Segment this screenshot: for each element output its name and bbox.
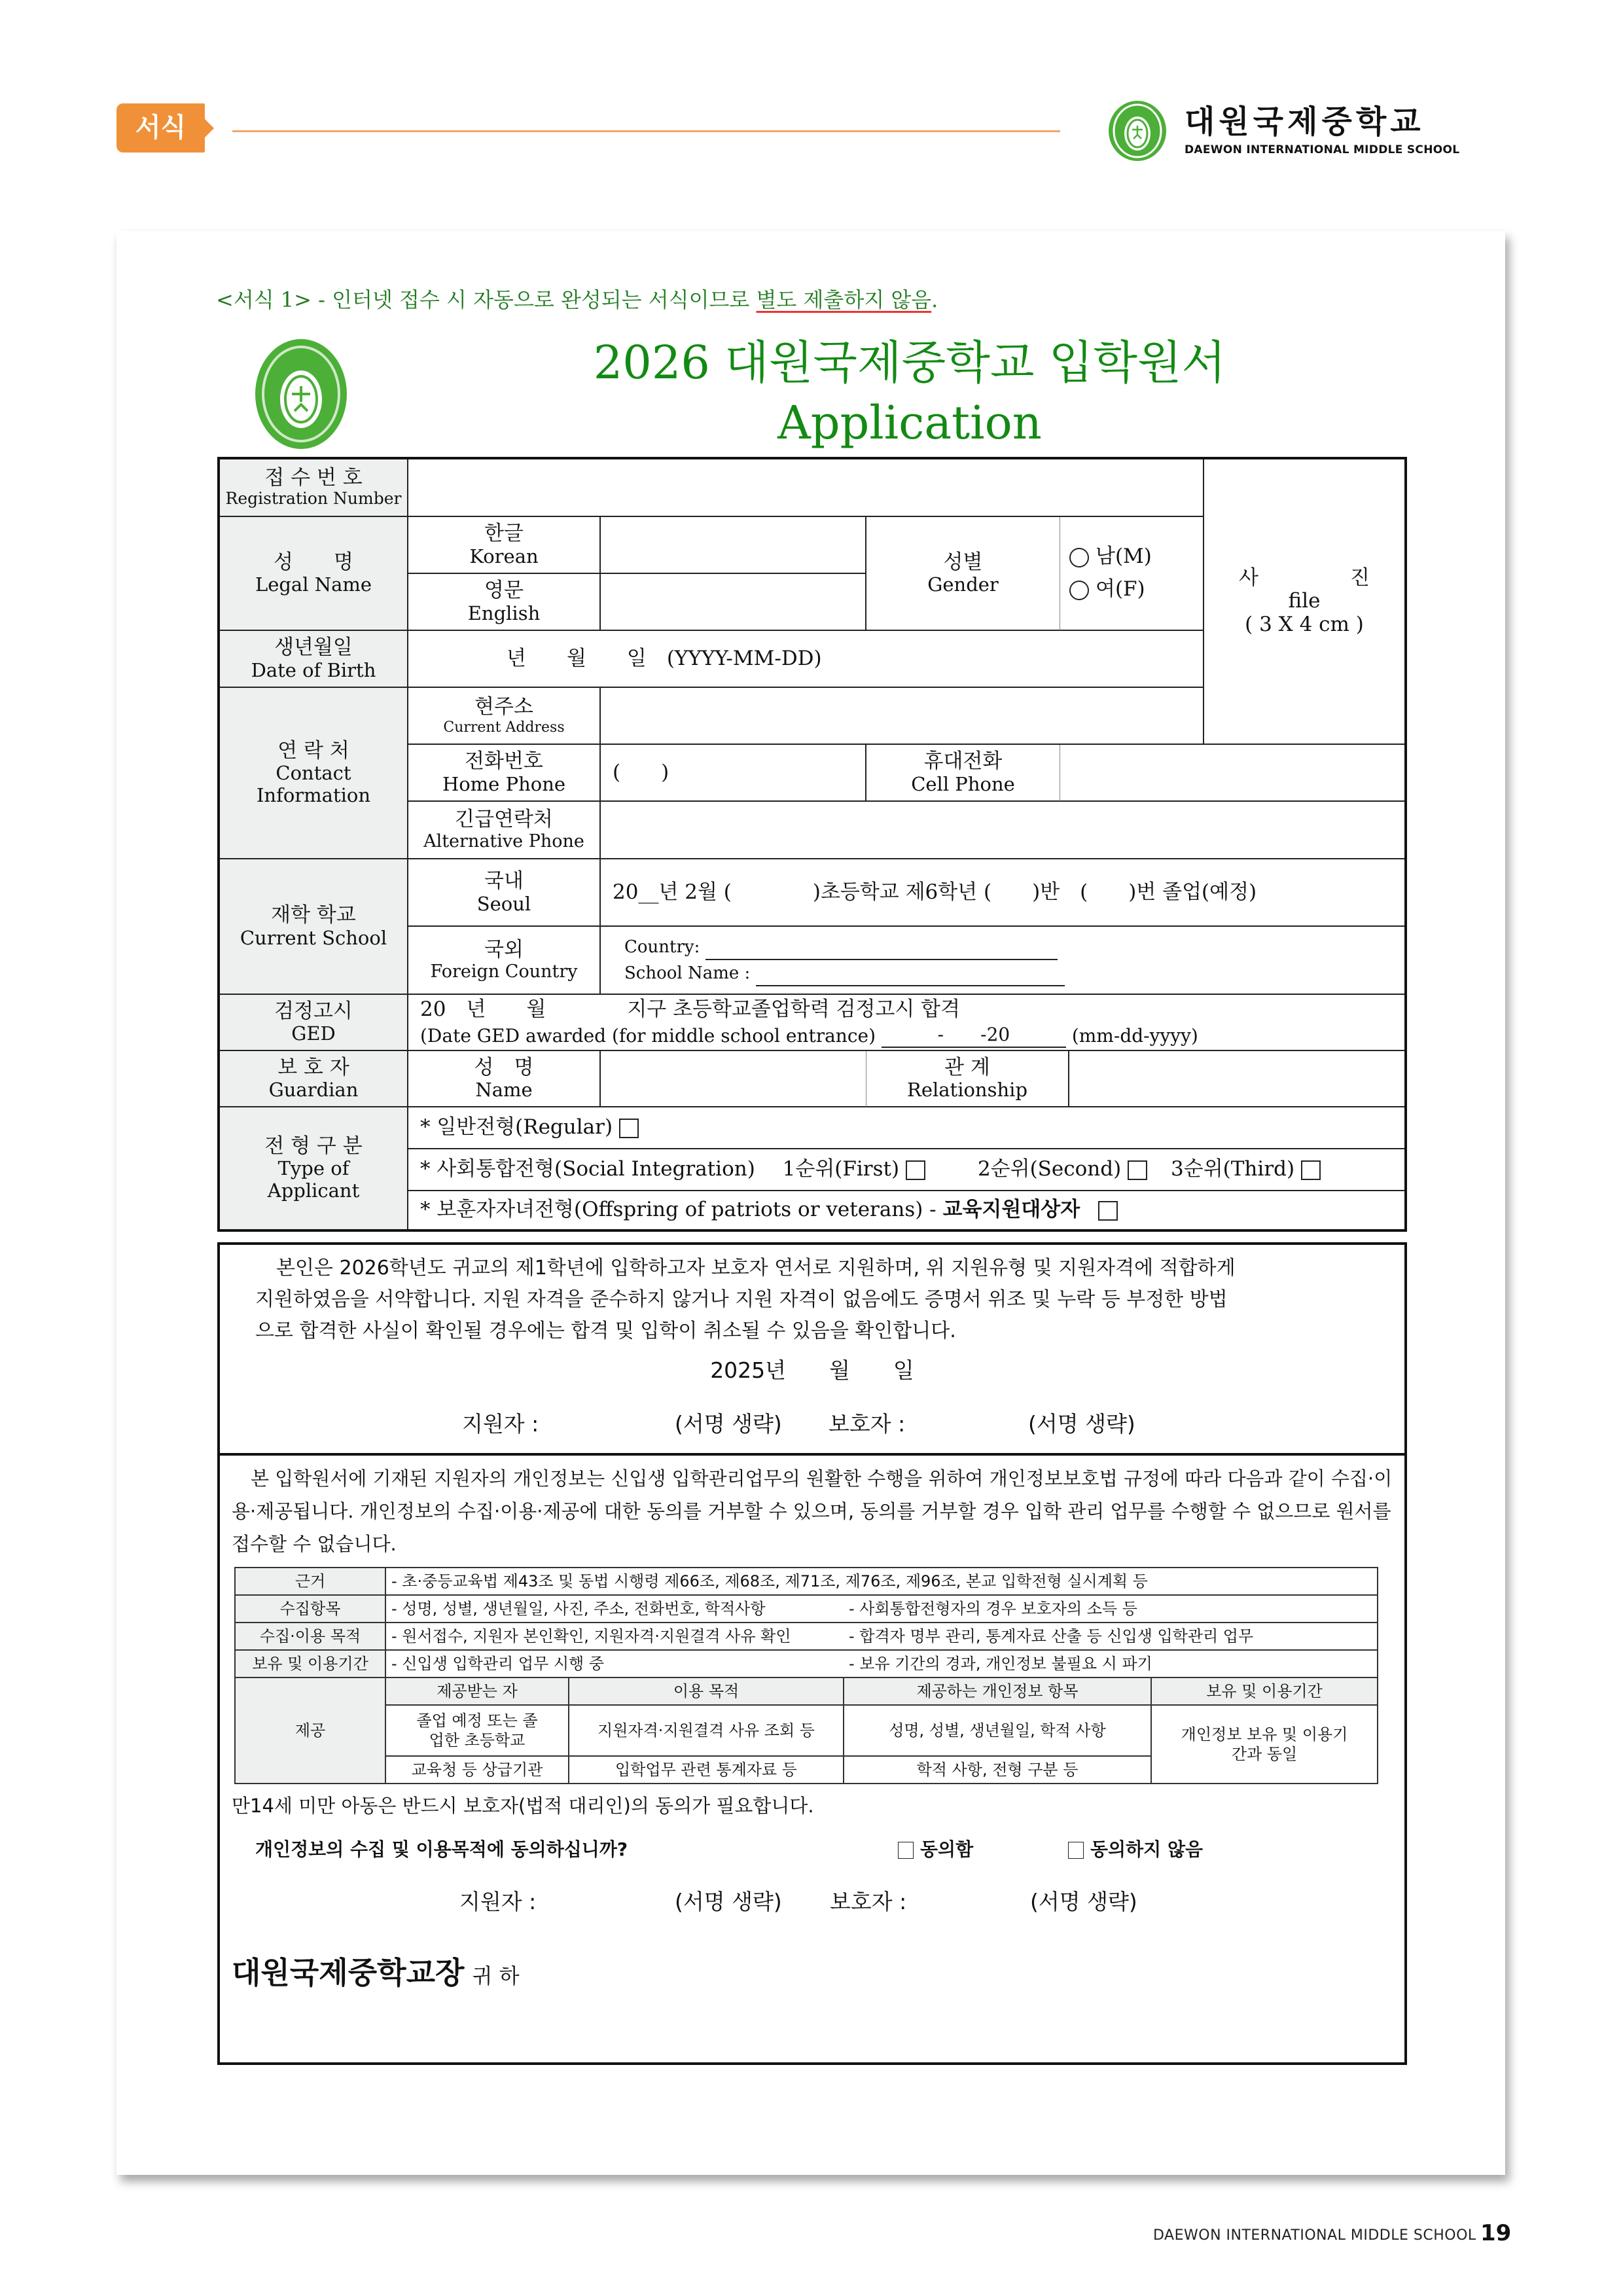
privacy-row-label: 근거 [235, 1568, 385, 1595]
school-emblem-icon [1107, 99, 1168, 162]
first-priority-checkbox[interactable] [906, 1160, 925, 1180]
contact-label-ko: 연 락 처 [277, 738, 349, 762]
female-label: 여(F) [1096, 577, 1145, 601]
korean-label-ko: 한글 [484, 522, 524, 545]
alt-phone-label-en: Alternative Phone [423, 831, 584, 852]
provide-recipient: 교육청 등 상급기관 [385, 1756, 569, 1784]
guardian-label-en: Guardian [268, 1079, 359, 1102]
applicant-type-en2: Applicant [267, 1179, 360, 1202]
guardian-label [220, 1051, 408, 1107]
notice-text: <서식 1> - 인터넷 접수 시 자동으로 완성되는 서식이므로 [216, 287, 757, 312]
school-label-en: Current School [240, 926, 387, 949]
declaration-section [217, 1242, 1407, 1453]
privacy-signatures [232, 1888, 1393, 1916]
declaration-line-1: 본인은 2026학년도 귀교의 제1학년에 입학하고자 보호자 연서로 지원하며, 위 지원유형 및 지원자격에 적합하게 [276, 1257, 1236, 1280]
korean-name-field[interactable] [601, 517, 866, 574]
foreign-label [408, 927, 601, 995]
notice-underlined: 별도 제출하지 않음 [756, 287, 932, 312]
table-row [235, 1623, 1378, 1650]
radio-icon[interactable] [1069, 581, 1089, 600]
school-label-ko: 재학 학교 [271, 903, 356, 927]
disagree-label: 동의하지 않음 [1090, 1839, 1204, 1860]
country-label: Country: [624, 937, 700, 957]
dob-format: 년 월 일 (YYYY-MM-DD) [507, 646, 822, 670]
foreign-label-ko: 국외 [484, 937, 524, 961]
recipient [232, 1953, 1393, 2000]
patriot-checkbox[interactable] [1098, 1201, 1118, 1221]
guardian-name-label [408, 1051, 601, 1107]
home-phone-label [408, 745, 601, 802]
address-label-ko: 현주소 [474, 695, 533, 719]
home-phone-label-ko: 전화번호 [465, 749, 543, 773]
declaration-line-3: 으로 합격한 사실이 확인될 경우에는 합격 및 입학이 취소될 수 있음을 확인합니다. [255, 1319, 956, 1342]
ged-line2 [420, 1023, 1198, 1048]
gender-label-ko: 성별 [943, 550, 983, 574]
agree-label: 동의함 [920, 1839, 974, 1860]
applicant-signature: (서명 생략) [675, 1411, 782, 1437]
english-name-field[interactable] [601, 574, 866, 631]
relationship-label [866, 1051, 1069, 1107]
english-name-label [408, 574, 601, 631]
provide-retention: 개인정보 보유 및 이용기간과 동일 [1151, 1705, 1378, 1784]
photo-box[interactable] [1204, 459, 1404, 745]
guardian-sign-label: 보호자 : [830, 1889, 907, 1914]
provide-label: 제공 [235, 1677, 385, 1784]
privacy-consent-section [217, 1453, 1407, 2065]
dob-field[interactable] [408, 631, 1204, 688]
social-integration-label: * 사회통합전형(Social Integration) [420, 1157, 755, 1181]
provide-items: 성명, 성별, 생년월일, 학적 사항 [844, 1705, 1151, 1756]
domestic-label-en: Seoul [476, 892, 531, 915]
applicant-type-en1: Type of [277, 1157, 349, 1180]
disagree-checkbox[interactable] [1068, 1842, 1084, 1859]
brand-name-english: DAEWON INTERNATIONAL MIDDLE SCHOOL [1185, 143, 1460, 156]
school-emblem-icon [254, 338, 349, 450]
domestic-school-template: 20__년 2월 ( )초등학교 제6학년 ( )반 ( )번 졸업(예정) [613, 880, 1257, 904]
form-title-english: Application [777, 396, 1042, 450]
declaration-line-2: 지원하였음을 서약합니다. 지원 자격을 준수하지 않거나 지원 자격이 없음에도 증명서 위조 및 누락 등 부정한 방법 [255, 1288, 1228, 1311]
address-label [408, 688, 601, 745]
country-row [624, 934, 1058, 960]
photo-label-a: 사 [1239, 565, 1258, 590]
recipient-name: 대원국제중학교장 [232, 1955, 465, 1990]
contact-label [220, 688, 408, 859]
guardian-signature: (서명 생략) [1028, 1411, 1135, 1437]
ged-date-input[interactable]: - -20 [882, 1023, 1066, 1048]
consent-question-row [232, 1835, 1393, 1864]
first-priority-label: 1순위(First) [782, 1157, 900, 1181]
patriot-bold-label: 교육지원대상자 [942, 1198, 1080, 1222]
registration-label [220, 459, 408, 517]
gender-options [1060, 517, 1204, 631]
legal-name-en: Legal Name [255, 573, 372, 596]
legal-name-ko: 성 명 [274, 550, 353, 574]
privacy-row-label: 수집항목 [235, 1595, 385, 1623]
provide-purpose: 지원자격·지원결격 사유 조회 등 [569, 1705, 844, 1756]
second-priority-label: 2순위(Second) [977, 1157, 1122, 1181]
dob-label-ko: 생년월일 [274, 636, 353, 659]
third-priority-label: 3순위(Third) [1171, 1157, 1295, 1181]
recipient-suffix: 귀 하 [472, 1964, 520, 1988]
third-priority-checkbox[interactable] [1301, 1160, 1321, 1180]
applicant-sign-label: 지원자 : [462, 1411, 539, 1437]
home-phone-label-en: Home Phone [442, 772, 566, 795]
applicant-signature: (서명 생략) [675, 1889, 782, 1914]
disagree-option[interactable] [1068, 1835, 1203, 1864]
registration-label-en: Registration Number [225, 489, 402, 509]
guardian-signature: (서명 생략) [1030, 1889, 1137, 1914]
regular-option[interactable] [408, 1107, 1404, 1149]
guardian-sign-label: 보호자 : [829, 1411, 906, 1437]
consent-question: 개인정보의 수집 및 이용목적에 동의하십니까? [255, 1839, 628, 1860]
ged-field[interactable] [408, 995, 1404, 1051]
domestic-label-ko: 국내 [484, 869, 524, 893]
home-phone-area-code: ( ) [613, 760, 669, 784]
regular-label: * 일반전형(Regular) [420, 1115, 613, 1139]
dob-label-en: Date of Birth [251, 658, 376, 681]
table-row [235, 1677, 1378, 1705]
privacy-row-value: - 원서접수, 지원자 본인확인, 지원자격·지원결격 사유 확인 [385, 1623, 844, 1650]
domestic-label [408, 859, 601, 927]
table-row [235, 1705, 1378, 1756]
korean-label-en: Korean [469, 545, 539, 567]
privacy-row-value: - 보유 기간의 경과, 개인정보 불필요 시 파기 [844, 1650, 1378, 1677]
applicant-type-label [220, 1107, 408, 1229]
ged-label [220, 995, 408, 1051]
cell-phone-label-ko: 휴대전화 [923, 749, 1003, 773]
foreign-label-en: Foreign Country [430, 961, 578, 982]
form-title-korean: 2026 대원국제중학교 입학원서 [593, 336, 1226, 389]
guardian-name-en: Name [475, 1079, 533, 1102]
school-name-label: School Name : [624, 963, 751, 983]
photo-label-b: 진 [1350, 565, 1370, 590]
patriot-option[interactable] [408, 1191, 1404, 1229]
applicant-type-ko: 전 형 구 분 [264, 1134, 363, 1158]
dob-label [220, 631, 408, 688]
male-label: 남(M) [1096, 545, 1152, 569]
privacy-row-value: - 초·중등교육법 제43조 및 동법 시행령 제66조, 제68조, 제71조, 제76조, 제96조, 본교 입학전형 실시계획 등 [385, 1568, 1378, 1595]
privacy-intro: 본 입학원서에 기재된 지원자의 개인정보는 신입생 입학관리업무의 원활한 수행을 위하여 개인정보보호법 규정에 따라 다음과 같이 수집·이용·제공됩니다. 개인정보의 수집·이용·제공에 대한 동의를 거부할 수 있으며, 동의를 거부할 경우 입학 관리 업무를 수행할 수 없으므로 원서를 접수할 수 없습니다. [232, 1467, 1393, 1555]
current-school-label [220, 859, 408, 995]
alt-phone-label [408, 802, 601, 859]
ged-date-format: (mm-dd-yyyy) [1071, 1025, 1198, 1047]
country-input[interactable] [705, 939, 1058, 960]
relationship-field[interactable] [1069, 1051, 1404, 1107]
privacy-row-value: - 성명, 성별, 생년월일, 사진, 주소, 전화번호, 학적사항 [385, 1595, 844, 1623]
photo-label-en: file [1288, 589, 1321, 613]
privacy-row-label: 수집·이용 목적 [235, 1623, 385, 1650]
header-divider [232, 130, 1060, 132]
contact-label-en2: Information [256, 783, 371, 806]
address-label-en: Current Address [443, 719, 565, 736]
patriot-label: * 보훈자자녀전형(Offspring of patriots or veterans) - [420, 1198, 943, 1222]
privacy-table [234, 1567, 1378, 1784]
ged-line1: 20 년 월 지구 초등학교졸업학력 검정고시 합격 [420, 997, 961, 1021]
provide-header: 보유 및 이용기간 [1151, 1677, 1378, 1705]
footer-school-name: DAEWON INTERNATIONAL MIDDLE SCHOOL [1153, 2227, 1476, 2244]
registration-number-field[interactable] [408, 459, 1204, 517]
school-name-row [624, 960, 1065, 986]
photo-size: ( 3 X 4 cm ) [1245, 612, 1364, 636]
alt-phone-label-ko: 긴급연락처 [455, 807, 553, 831]
guardian-label-ko: 보 호 자 [277, 1055, 349, 1079]
guardian-name-ko: 성 명 [474, 1055, 534, 1079]
domestic-school-field[interactable] [601, 859, 1404, 927]
agree-checkbox[interactable] [898, 1842, 914, 1859]
provide-items: 학적 사항, 전형 구분 등 [844, 1756, 1151, 1784]
cell-phone-field[interactable] [1060, 745, 1404, 802]
school-name-input[interactable] [756, 965, 1065, 986]
home-phone-field[interactable] [601, 745, 866, 802]
alt-phone-field[interactable] [601, 802, 1404, 859]
contact-label-en1: Contact [276, 762, 351, 785]
applicant-sign-label: 지원자 : [459, 1889, 537, 1914]
guardian-name-field[interactable] [601, 1051, 866, 1107]
table-row [235, 1650, 1378, 1677]
korean-name-label [408, 517, 601, 574]
provide-header: 이용 목적 [569, 1677, 844, 1705]
relationship-label-en: Relationship [906, 1079, 1028, 1102]
relationship-label-ko: 관 계 [944, 1055, 990, 1079]
address-field[interactable] [601, 688, 1204, 745]
form-section-tag: 서식 [116, 103, 205, 152]
privacy-row-label: 보유 및 이용기간 [235, 1650, 385, 1677]
legal-name-label [220, 517, 408, 631]
application-table [217, 457, 1407, 1232]
table-row [235, 1595, 1378, 1623]
form-notice [216, 287, 938, 313]
notice-suffix: . [931, 287, 938, 312]
minor-consent-note: 만14세 미만 아동은 반드시 보호자(법적 대리인)의 동의가 필요합니다. [232, 1795, 814, 1817]
ged-label-ko: 검정고시 [274, 999, 353, 1023]
brand-name-korean: 대원국제중학교 [1185, 103, 1425, 140]
gender-male-option[interactable] [1069, 545, 1152, 569]
english-label-ko: 영문 [484, 579, 524, 602]
social-integration-option [408, 1149, 1404, 1191]
second-priority-checkbox[interactable] [1128, 1160, 1147, 1180]
privacy-row-value: - 신입생 입학관리 업무 시행 중 [385, 1650, 844, 1677]
provide-header: 제공하는 개인정보 항목 [844, 1677, 1151, 1705]
gender-label-en: Gender [927, 573, 999, 596]
page-number: 19 [1480, 2220, 1512, 2246]
table-row [235, 1568, 1378, 1595]
declaration-date: 2025년 월 일 [710, 1357, 914, 1383]
foreign-school-field [601, 927, 1404, 995]
gender-label [866, 517, 1060, 631]
cell-phone-label-en: Cell Phone [911, 772, 1015, 795]
privacy-row-value: - 사회통합전형자의 경우 보호자의 소득 등 [844, 1595, 1378, 1623]
registration-label-ko: 접 수 번 호 [264, 465, 363, 490]
provide-recipient: 졸업 예정 또는 졸업한 초등학교 [385, 1705, 569, 1756]
agree-option[interactable] [898, 1835, 973, 1864]
declaration-signatures [220, 1410, 1404, 1439]
privacy-row-value: - 합격자 명부 관리, 통계자료 산출 등 신입생 입학관리 업무 [844, 1623, 1378, 1650]
provide-purpose: 입학업무 관련 통계자료 등 [569, 1756, 844, 1784]
ged-date-label: (Date GED awarded (for middle school entrance) [420, 1025, 876, 1047]
ged-label-en: GED [291, 1022, 336, 1045]
regular-checkbox[interactable] [619, 1119, 639, 1138]
school-brand [1107, 99, 1474, 165]
gender-female-option[interactable] [1069, 578, 1145, 601]
cell-phone-label [866, 745, 1060, 802]
radio-icon[interactable] [1069, 548, 1089, 567]
english-label-en: English [467, 601, 541, 624]
provide-header: 제공받는 자 [385, 1677, 569, 1705]
